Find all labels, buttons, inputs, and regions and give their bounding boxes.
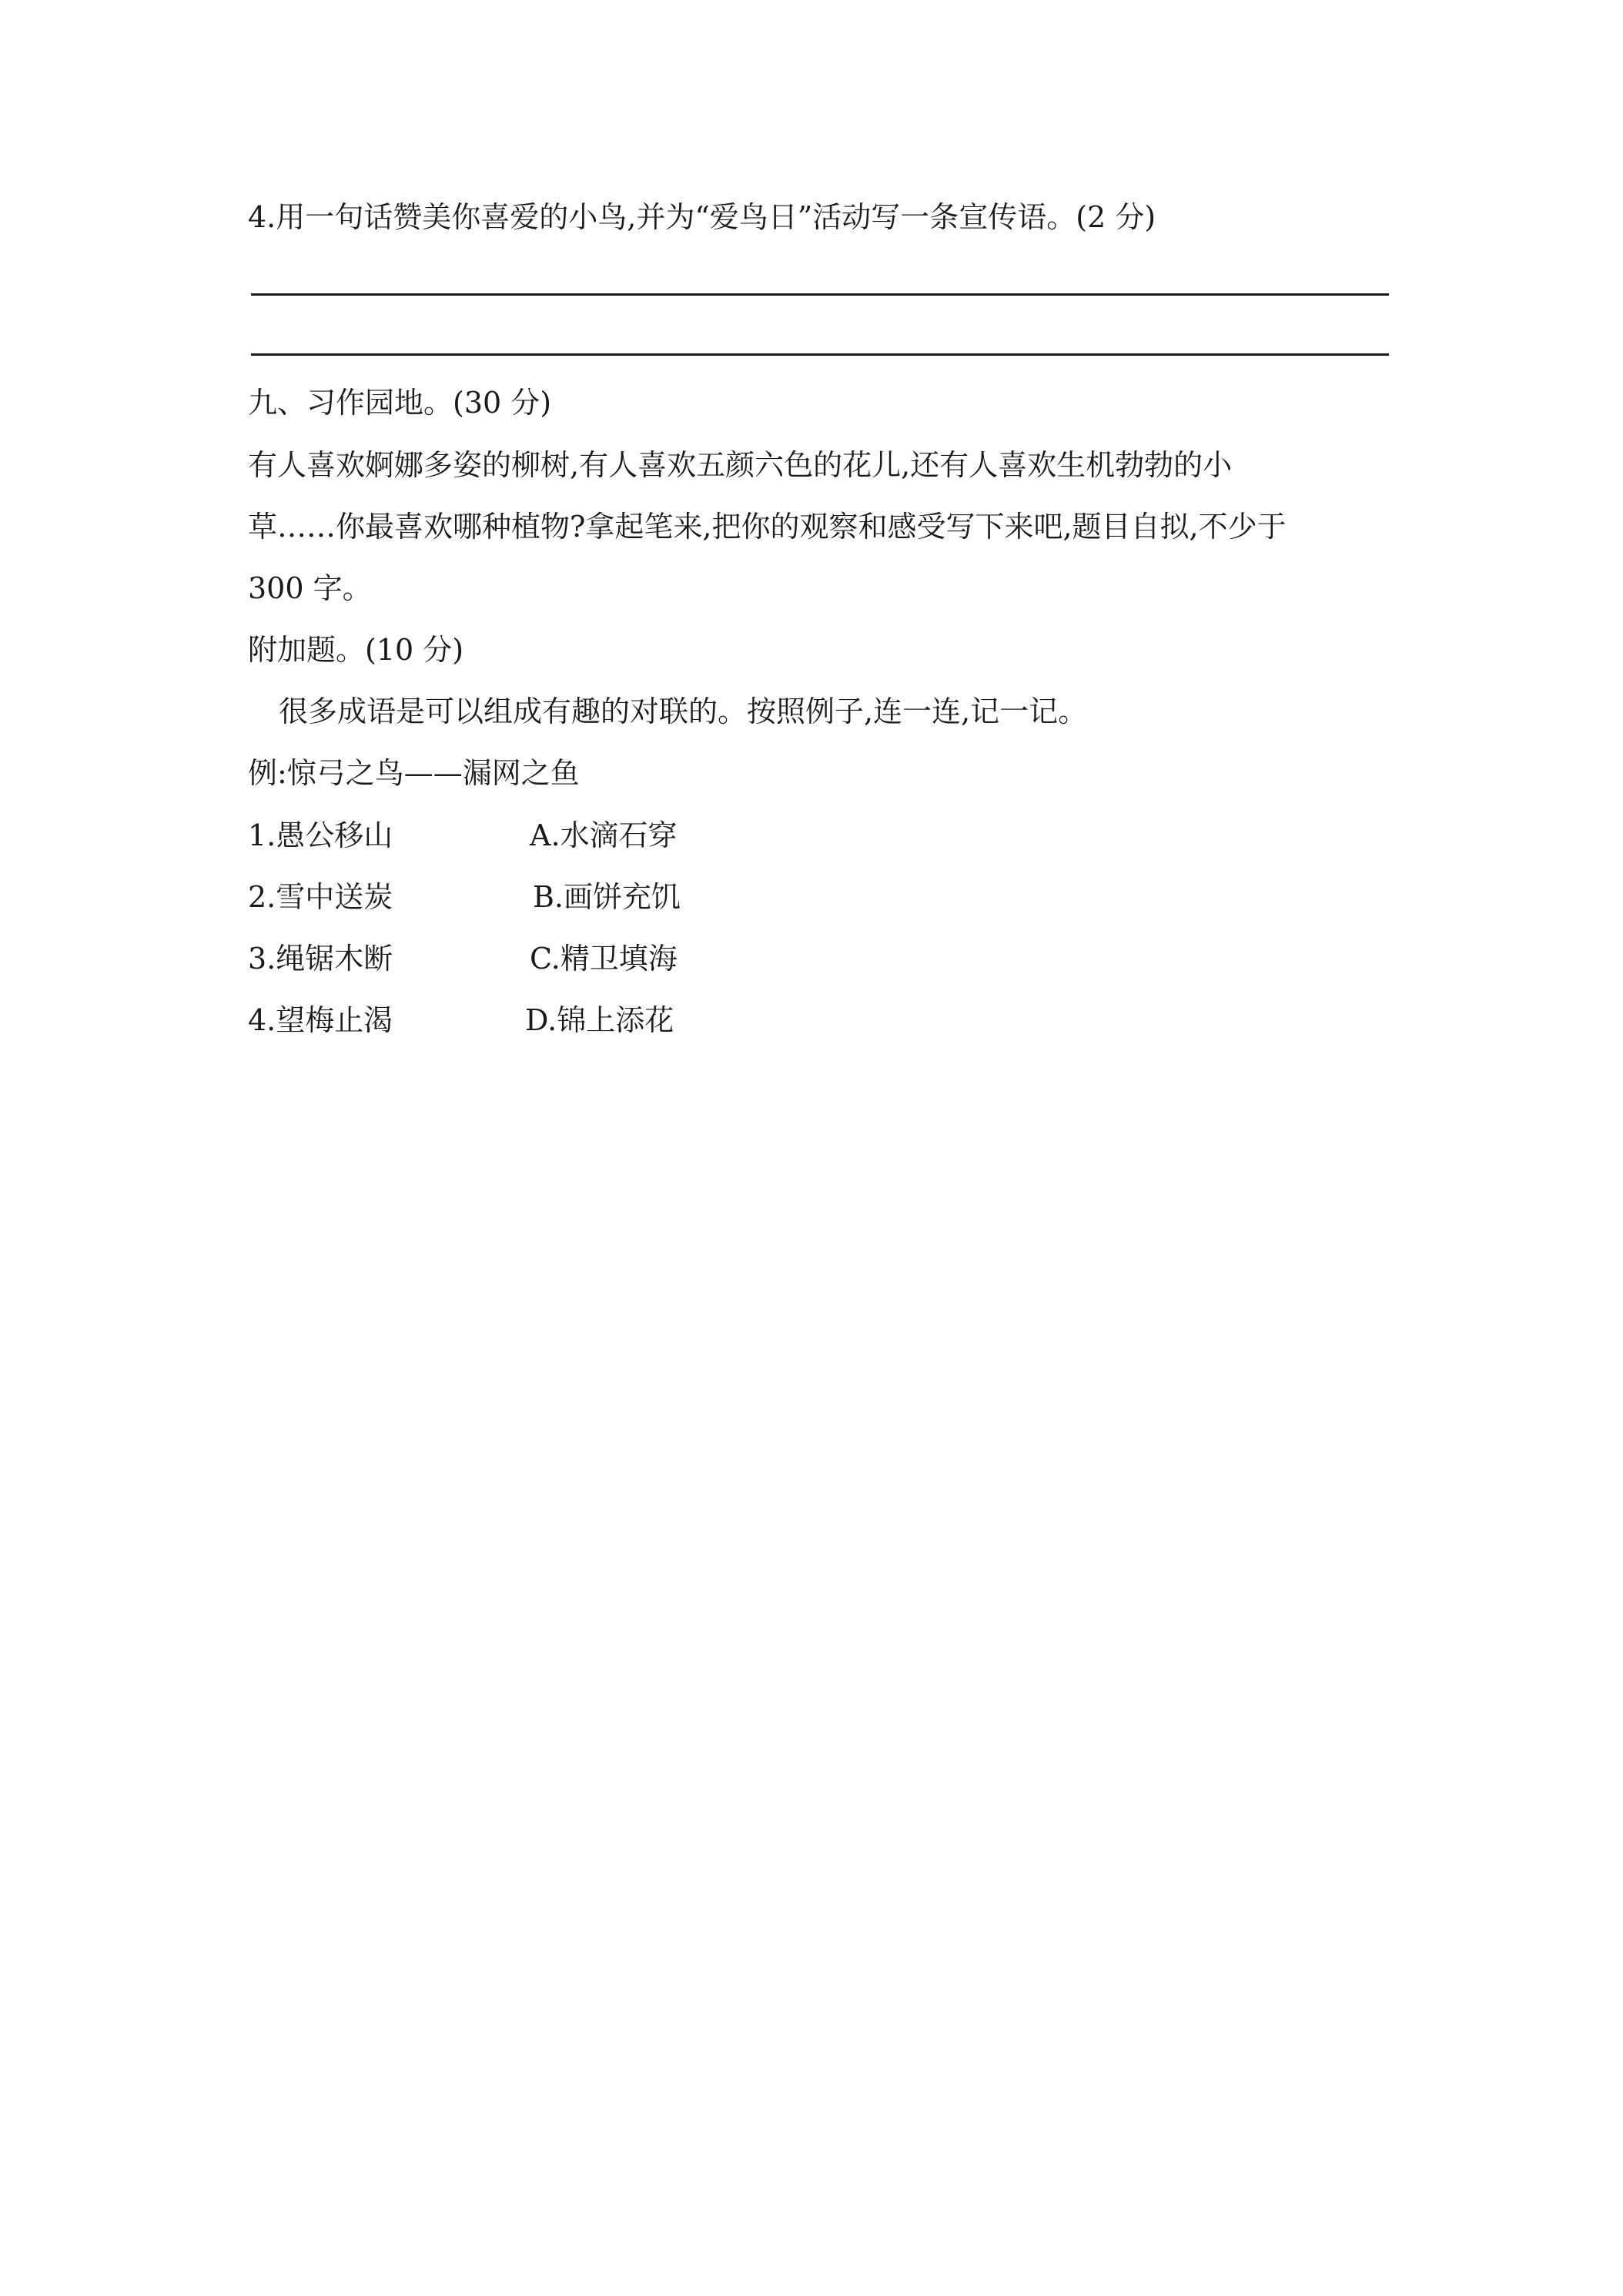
pair-right-a: A.水滴石穿 [530, 818, 678, 852]
answer-line-2[interactable] [251, 353, 1389, 356]
pair-right-d: D.锦上添花 [525, 1003, 674, 1037]
pair-left-4: 4.望梅止渴 [248, 1003, 393, 1037]
answer-line-1[interactable] [251, 293, 1389, 296]
question-4-text: 4.用一句话赞美你喜爱的小鸟,并为“爱鸟日”活动写一条宣传语。(2 分) [248, 200, 1156, 234]
section-9-heading: 九、习作园地。(30 分) [248, 386, 552, 420]
section-9-prompt-line-2: 草……你最喜欢哪种植物?拿起笔来,把你的观察和感受写下来吧,题目自拟,不少于 [248, 510, 1287, 544]
pair-right-b: B.画饼充饥 [533, 880, 681, 914]
bonus-example: 例:惊弓之鸟——漏网之鱼 [248, 756, 580, 790]
pair-left-2: 2.雪中送炭 [248, 880, 393, 914]
pair-right-c: C.精卫填海 [530, 942, 678, 976]
pair-left-3: 3.绳锯木断 [248, 942, 393, 976]
pair-left-1: 1.愚公移山 [248, 818, 393, 852]
section-9-prompt-line-3: 300 字。 [248, 571, 372, 605]
bonus-instruction: 很多成语是可以组成有趣的对联的。按照例子,连一连,记一记。 [279, 694, 1088, 728]
bonus-heading: 附加题。(10 分) [248, 633, 464, 667]
section-9-prompt-line-1: 有人喜欢婀娜多姿的柳树,有人喜欢五颜六色的花儿,还有人喜欢生机勃勃的小 [248, 448, 1233, 482]
